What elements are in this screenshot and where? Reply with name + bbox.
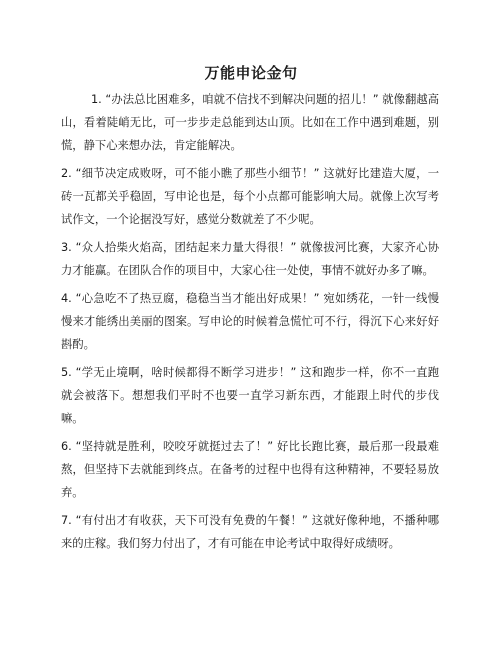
paragraph-4: 4. “心急吃不了热豆腐，稳稳当当才能出好成果！” 宛如绣花，一针一线慢慢来才能绣出美丽的图案。写申论的时候着急慌忙可不行，得沉下心来好好斟酌。 — [61, 292, 439, 351]
document-body — [61, 88, 439, 560]
paragraph-3: 3. “众人拾柴火焰高，团结起来力量大得很！” 就像拔河比赛，大家齐心协力才能赢。在团队合作的项目中，大家心往一处使，事情不就好办多了嘛。 — [61, 241, 439, 277]
paragraph-5: 5. “学无止境啊，啥时候都得不断学习进步！” 这和跑步一样，你不一直跑就会被落下。想想我们平时不也要一直学习新东西，才能跟上时代的步伐嘛。 — [61, 366, 439, 425]
paragraph-2: 2. “细节决定成败呀，可不能小瞧了那些小细节！” 这就好比建造大厦，一砖一瓦都关乎稳固，写申论也是，每个小点都可能影响大局。就像上次写考试作文，一个论据没写好，感觉分数就差了不少呢。 — [61, 167, 439, 226]
paragraph-7: 7. “有付出才有收获，天下可没有免费的午餐！” 这就好像种地，不播种哪来的庄稼。我们努力付出了，才有可能在申论考试中取得好成绩呀。 — [61, 514, 439, 550]
paragraph-6: 6. “坚持就是胜利，咬咬牙就挺过去了！” 好比长跑比赛，最后那一段最难熬，但坚持下去就能到终点。在备考的过程中也得有这种精神，不要轻易放弃。 — [61, 440, 439, 499]
document-title: 万能申论金句 — [204, 64, 298, 82]
paragraph-1: 1. “办法总比困难多，咱就不信找不到解决问题的招儿！” 就像翻越高山，看着陡峭无比，可一步步走总能到达山顶。比如在工作中遇到难题，别慌，静下心来想办法，肯定能解决。 — [61, 93, 439, 152]
